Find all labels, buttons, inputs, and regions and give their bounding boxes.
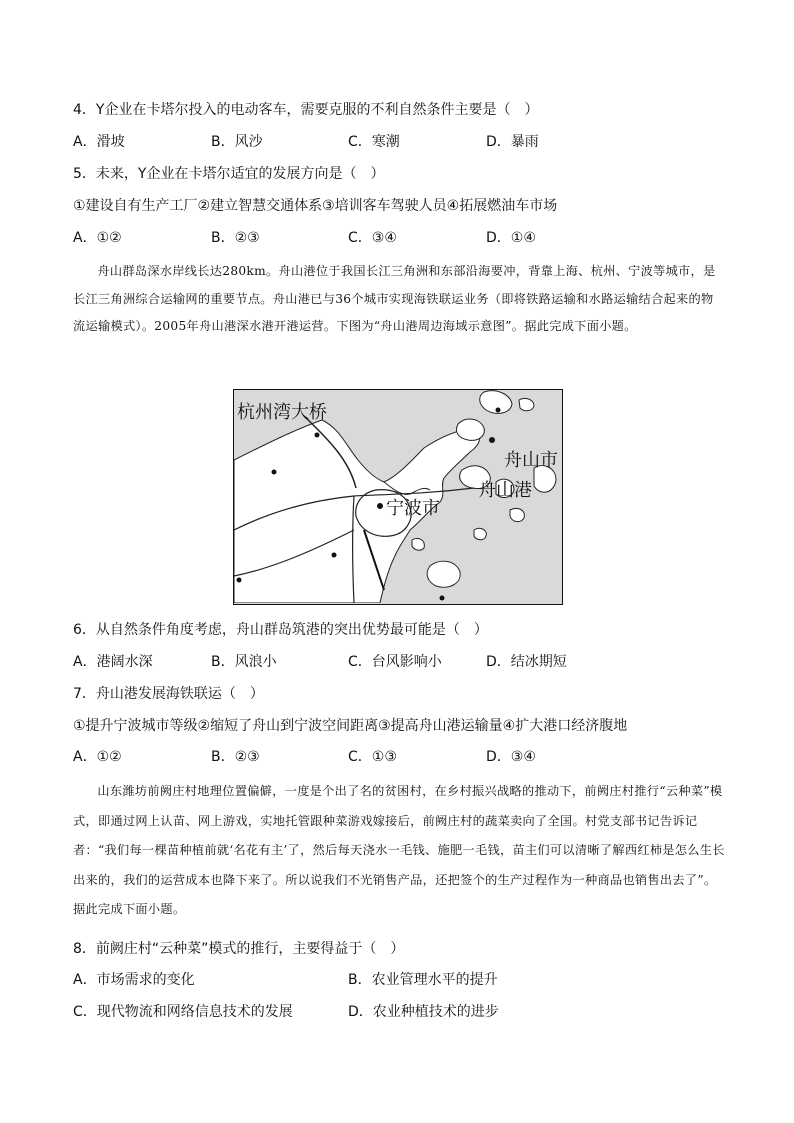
zhoushan-dot: [489, 437, 495, 443]
label-hangzhou-bay-bridge: 杭州湾大桥: [237, 402, 327, 423]
q8-option-b: B．农业管理水平的提升: [348, 972, 498, 988]
q8-option-c: C．现代物流和网络信息技术的发展: [73, 1004, 293, 1020]
label-ningbo-city: 宁波市: [386, 498, 440, 519]
city-dot: [315, 433, 320, 438]
passage-zhoushan: 舟山群岛深水岸线长达280km。舟山港位于我国长江三角洲和东部沿海要冲，背靠上海、杭州、宁波等城市，是长江三角洲综合运输网的重要节点。舟山港已与36个城市实现海铁联运业务（即将铁路运输和水路运输结合起来的物流运输模式）。2005年舟山港深水港开港运营。下图为“舟山港周边海域示意图”。据此完成下面小题。: [73, 264, 716, 333]
q8-option-a: A．市场需求的变化: [73, 972, 195, 988]
q7-stem: 7．舟山港发展海铁联运（ ）: [73, 686, 264, 702]
ningbo-dot: [377, 503, 383, 509]
map-island: [519, 398, 534, 410]
map-island: [474, 528, 486, 539]
q5-stem: 5．未来，Y企业在卡塔尔适宜的发展方向是（ ）: [73, 166, 385, 182]
q7-option-c: C．①③: [348, 749, 397, 765]
city-dot: [332, 553, 337, 558]
zhoushan-port-map: [233, 389, 563, 605]
map-island: [427, 561, 460, 587]
island-dot: [496, 408, 501, 413]
q8-stem: 8．前阙庄村“云种菜”模式的推行，主要得益于（ ）: [73, 941, 405, 957]
city-dot: [237, 578, 242, 583]
q5-option-a: A．①②: [73, 230, 122, 246]
q6-option-b: B．风浪小: [211, 654, 277, 670]
q6-option-c: C．台风影响小: [348, 654, 442, 670]
q5-items: ①建设自有生产工厂②建立智慧交通体系③培训客车驾驶人员④拓展燃油车市场: [73, 198, 558, 214]
q4-option-c: C．寒潮: [348, 134, 400, 150]
q4-option-d: D．暴雨: [486, 134, 539, 150]
island-dot: [440, 596, 445, 601]
passage-yunzhongcai: 山东潍坊前阙庄村地理位置偏僻，一度是个出了名的贫困村，在乡村振兴战略的推动下，前阙庄村推行“云种菜”模式，即通过网上认苗、网上游戏，实地托管跟种菜游戏嫁接后，前阙庄村的蔬菜卖向了全国。村党支部书记告诉记者：“我们每一棵苗种植前就‘名花有主’了，然后每天浇水一毛钱、施肥一毛钱，苗主们可以清晰了解西红柿是怎么生长出来的，我们的运营成本也降下来了。所以说我们不光销售产品，还把签个的生产过程作为一种商品也销售出去了”。据此完成下面小题。: [73, 784, 725, 916]
q6-option-a: A．港阔水深: [73, 654, 153, 670]
q8-option-d: D．农业种植技术的进步: [348, 1004, 499, 1020]
q6-stem: 6．从自然条件角度考虑，舟山群岛筑港的突出优势最可能是（ ）: [73, 622, 488, 638]
label-zhoushan-port: 舟山港: [478, 480, 532, 501]
q4-option-b: B．风沙: [211, 134, 263, 150]
q4-stem: 4．Y企业在卡塔尔投入的电动客车，需要克服的不利自然条件主要是（ ）: [73, 102, 539, 118]
city-dot: [272, 470, 277, 475]
q6-option-d: D．结冰期短: [486, 654, 567, 670]
q7-option-b: B．②③: [211, 749, 260, 765]
q7-option-d: D．③④: [486, 749, 536, 765]
map-island: [510, 508, 524, 521]
q4-option-a: A．滑坡: [73, 134, 125, 150]
q5-option-d: D．①④: [486, 230, 536, 246]
map-island: [456, 419, 484, 440]
q5-option-c: C．③④: [348, 230, 397, 246]
label-zhoushan-city: 舟山市: [504, 450, 558, 471]
map-island: [412, 538, 424, 550]
q7-items: ①提升宁波城市等级②缩短了舟山到宁波空间距离③提高舟山港运输量④扩大港口经济腹地: [73, 718, 628, 734]
q5-option-b: B．②③: [211, 230, 260, 246]
q7-option-a: A．①②: [73, 749, 122, 765]
